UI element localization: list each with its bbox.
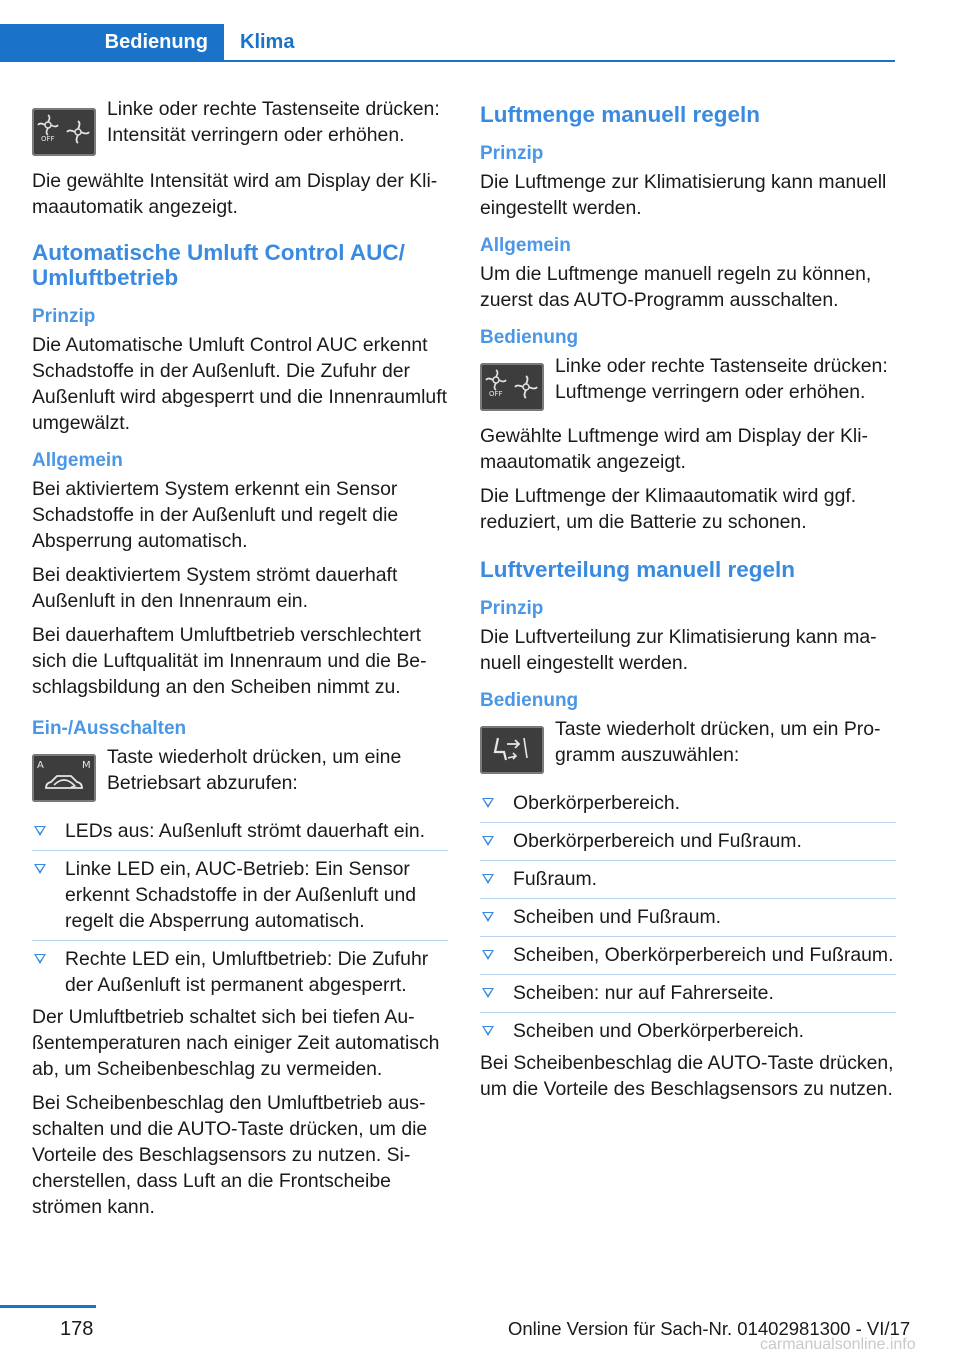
- bullet-triangle-icon: [482, 912, 494, 922]
- recirculation-a-m-button-icon: [32, 754, 96, 802]
- auc-allgemein-p2: Bei deaktiviertem System strömt dauerhaft Außenluft in den Innenraum ein.: [32, 564, 398, 612]
- luftmenge-instruction: [480, 353, 896, 413]
- svg-text:A: A: [37, 760, 44, 771]
- program-list: [480, 790, 896, 1044]
- luftmenge-allgemein-label: Allgemein: [480, 235, 571, 256]
- list-item: [480, 974, 896, 1006]
- list-item: [480, 790, 896, 816]
- fan-off-button-icon: [480, 363, 544, 411]
- luftverteilung-heading: Luftverteilung manuell regeln: [480, 557, 796, 582]
- luftmenge-bedienung-label: Bedienung: [480, 327, 579, 348]
- list-item: [32, 940, 448, 998]
- bullet-triangle-icon: [482, 836, 494, 846]
- ein-aus-instruction: [32, 744, 448, 804]
- air-distribution-button-icon: [480, 726, 544, 774]
- watermark: carmanualsonline.info: [760, 1336, 916, 1353]
- luftverteilung-prinzip-label: Prinzip: [480, 598, 544, 619]
- bullet-triangle-icon: [482, 874, 494, 884]
- auc-allgemein-p3: Bei dauerhaftem Umluftbetrieb verschlechtert sich die Luftqualität im Innenraum und die Beschlagsbildung an den Scheiben nimmt zu.: [32, 624, 427, 698]
- luftmenge-battery-note: Die Luftmenge der Klimaautomatik wird ggf. reduziert, um die Batterie zu schonen.: [480, 485, 857, 533]
- luftmenge-prinzip-text: Die Luftmenge zur Klimatisierung kann manuell eingestellt werden.: [480, 171, 887, 219]
- intensity-instruction: [32, 96, 448, 158]
- list-item-text: Scheiben und Fußraum.: [513, 906, 722, 928]
- list-item-text: Scheiben: nur auf Fahrerseite.: [513, 982, 774, 1004]
- ein-aus-instruction-text: Taste wiederholt drücken, um eine Betriebsart abzurufen:: [107, 746, 402, 794]
- luftverteilung-instruction-text: Taste wiederholt drücken, um ein Programm auszuwählen:: [555, 718, 881, 766]
- luftmenge-prinzip-label: Prinzip: [480, 143, 544, 164]
- luftmenge-allgemein-text: Um die Luftmenge manuell regeln zu können, zuerst das AUTO-Programm ausschalten.: [480, 263, 872, 311]
- list-item: [480, 860, 896, 892]
- chapter-tab-bar: [0, 24, 895, 62]
- right-column: [480, 96, 896, 1110]
- bullet-triangle-icon: [482, 950, 494, 960]
- list-item: [480, 898, 896, 930]
- list-item: [32, 850, 448, 934]
- list-item-text: Oberkörperbereich und Fußraum.: [513, 830, 802, 852]
- left-column: [32, 96, 448, 1228]
- fan-off-button-icon: [32, 108, 96, 156]
- list-item-text: Scheiben, Oberkörperbereich und Fußraum.: [513, 944, 894, 966]
- auc-allgemein-label: Allgemein: [32, 450, 123, 471]
- luftverteilung-bedienung-label: Bedienung: [480, 690, 579, 711]
- tab-klima[interactable]: Klima: [240, 31, 295, 53]
- list-item: [480, 1012, 896, 1044]
- auc-allgemein-p1: Bei aktiviertem System erkennt ein Sensor Schadstoffe in der Außenluft und regelt die Absperrung automatisch.: [32, 478, 399, 552]
- luftverteilung-instruction: [480, 716, 896, 776]
- list-item-text: Rechte LED ein, Umluftbetrieb: Die Zufuhr der Außenluft ist permanent abgesperrt.: [65, 948, 429, 996]
- bullet-triangle-icon: [482, 1026, 494, 1036]
- ein-aus-label: Ein-/Ausschalten: [32, 718, 187, 739]
- footer-accent-line: [0, 1305, 96, 1308]
- operating-mode-list: [32, 818, 448, 998]
- luftmenge-heading: Luftmenge manuell regeln: [480, 102, 761, 127]
- list-item-text: Oberkörperbereich.: [513, 792, 681, 814]
- list-item-text: LEDs aus: Außenluft strömt dauerhaft ein.: [65, 820, 425, 842]
- bullet-triangle-icon: [34, 864, 46, 874]
- svg-text:OFF: OFF: [41, 135, 55, 143]
- auc-prinzip-text: Die Automatische Umluft Control AUC erkennt Schadstoffe in der Außenluft. Die Zufuhr der Außenluft wird abgesperrt und die Innenraumluft umgewälzt.: [32, 334, 447, 434]
- list-item: [480, 822, 896, 854]
- intensity-display-note: Die gewählte Intensität wird am Display der Klimaautomatik angezeigt.: [32, 170, 438, 218]
- bullet-triangle-icon: [482, 798, 494, 808]
- bullet-triangle-icon: [482, 988, 494, 998]
- bullet-triangle-icon: [34, 826, 46, 836]
- online-version-note: Online Version für Sach-Nr. 01402981300 - VI/17: [508, 1318, 911, 1339]
- list-item-text: Fußraum.: [513, 868, 598, 890]
- svg-text:M: M: [82, 760, 91, 771]
- page-number: 178: [60, 1318, 94, 1340]
- luftverteilung-prinzip-text: Die Luftverteilung zur Klimatisierung kann manuell eingestellt werden.: [480, 626, 877, 674]
- list-item: [480, 936, 896, 968]
- list-item-text: Scheiben und Oberkörperbereich.: [513, 1020, 805, 1042]
- tab-bedienung[interactable]: Bedienung: [0, 24, 224, 61]
- luftmenge-display-note: Gewählte Luftmenge wird am Display der Klimaautomatik angezeigt.: [480, 425, 868, 473]
- luftmenge-instruction-text: Linke oder rechte Tastenseite drücken: Luftmenge verringern oder erhöhen.: [555, 355, 888, 403]
- bullet-triangle-icon: [34, 954, 46, 964]
- auc-heading: Automatische Umluft Control AUC/ Umluftbetrieb: [32, 240, 405, 290]
- auc-outro-p1: Der Umluftbetrieb schaltet sich bei tiefen Außentemperaturen nach einiger Zeit automatisch ab, um Scheibenbeschlag zu vermeiden.: [32, 1006, 440, 1080]
- tab-underline: [0, 60, 895, 62]
- auc-prinzip-label: Prinzip: [32, 306, 96, 327]
- luftverteilung-outro: Bei Scheibenbeschlag die AUTO-Taste drücken, um die Vorteile des Beschlagsensors zu nutzen.: [480, 1052, 894, 1100]
- list-item-text: Linke LED ein, AUC-Betrieb: Ein Sensor erkennt Schadstoffe in der Außenluft und regelt die Absperrung automatisch.: [65, 858, 417, 932]
- auc-outro-p2: Bei Scheibenbeschlag den Umluftbetrieb ausschalten und die AUTO-Taste drücken, um die Vorteile des Beschlagsensors zu nutzen. Sicherstellen, dass Luft an die Frontscheibe strömen kann.: [32, 1092, 428, 1218]
- intensity-instruction-text: Linke oder rechte Tastenseite drücken: Intensität verringern oder erhöhen.: [107, 98, 440, 146]
- svg-text:OFF: OFF: [489, 390, 503, 398]
- list-item: [32, 818, 448, 844]
